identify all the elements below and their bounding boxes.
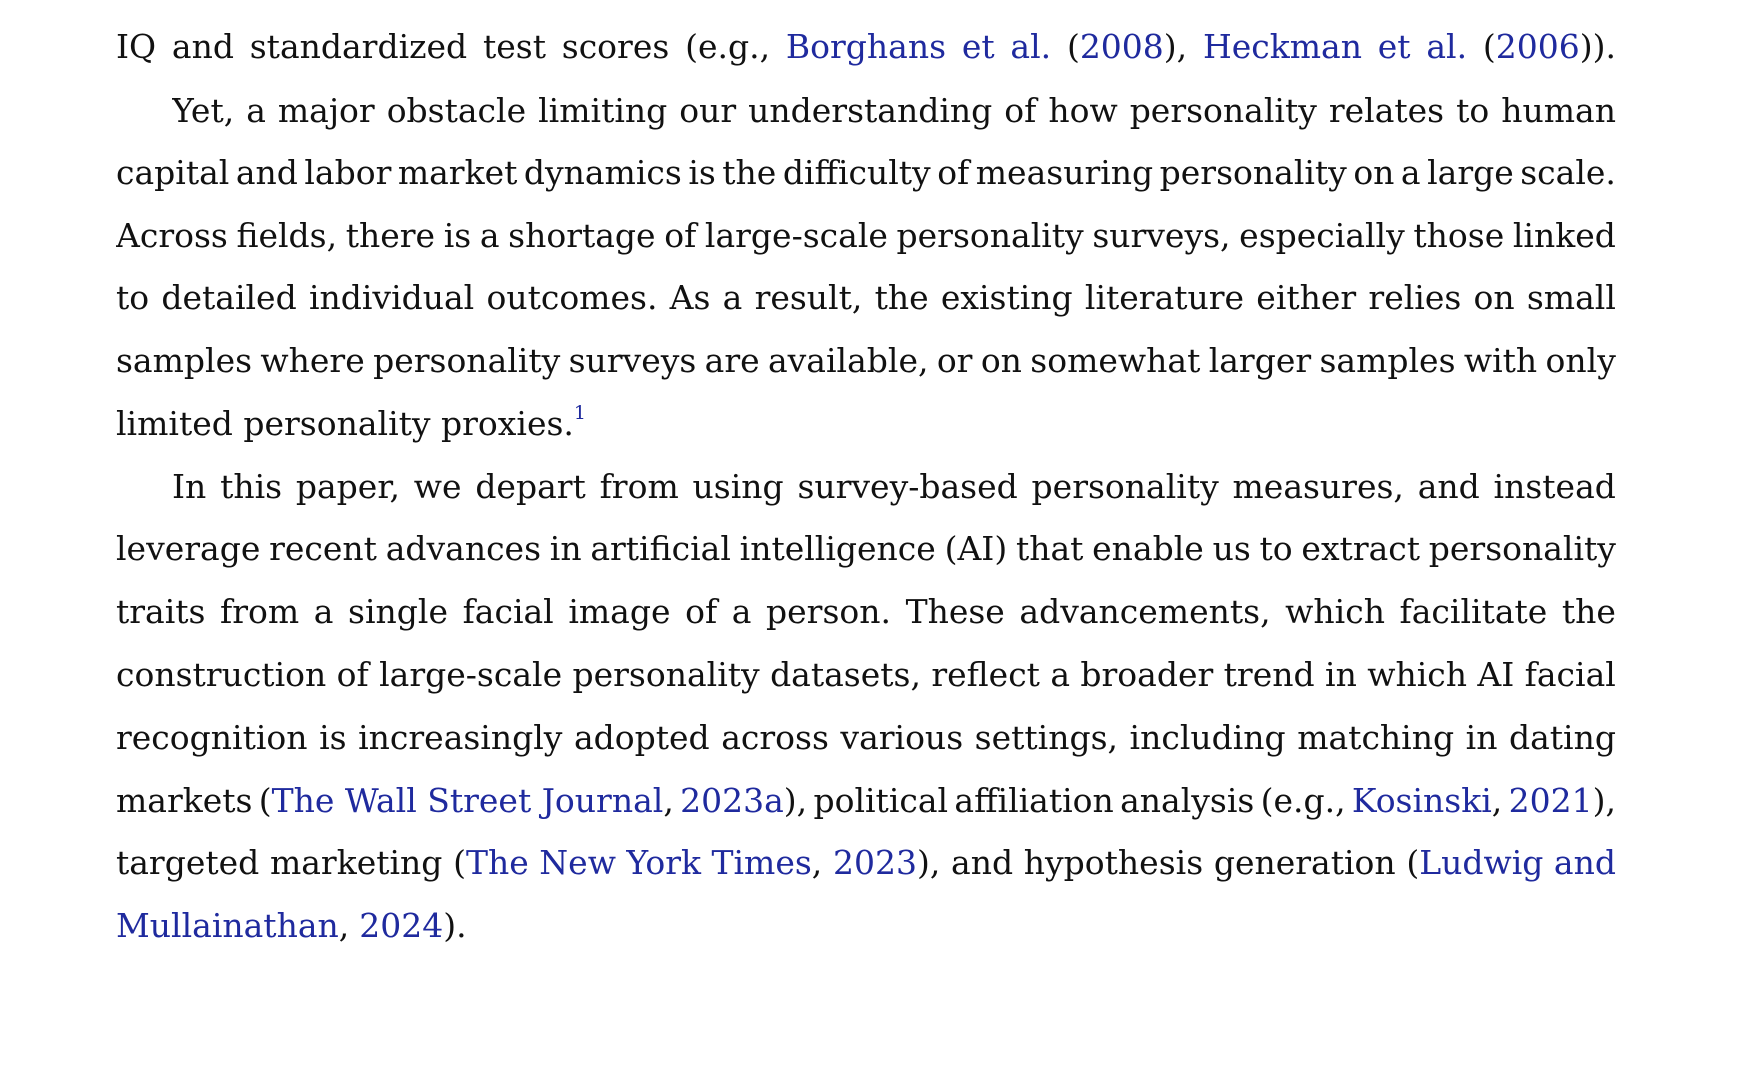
- word-group: [833, 828, 940, 898]
- word: to: [1259, 529, 1293, 568]
- text-fragment: test: [482, 27, 546, 66]
- text-fragment: and: [951, 843, 1014, 882]
- word: dynamics: [523, 153, 682, 192]
- word: larger: [1208, 341, 1312, 380]
- citation-link[interactable]: 2021: [1508, 781, 1593, 820]
- word: adopted: [573, 718, 710, 757]
- text-fragment: (: [1482, 27, 1496, 66]
- word: individual: [308, 278, 475, 317]
- word: of: [1004, 91, 1037, 130]
- word: recent: [269, 529, 377, 568]
- text-fragment: ,: [1491, 781, 1503, 820]
- word: either: [1256, 278, 1357, 317]
- word: advances: [385, 529, 542, 568]
- word-group: [116, 828, 259, 898]
- word: outcomes.: [486, 278, 658, 317]
- word: scale.: [1520, 153, 1616, 192]
- word: are: [704, 341, 760, 380]
- word: traits: [116, 592, 206, 631]
- word: single: [348, 592, 448, 631]
- word-group: [685, 12, 770, 82]
- word: small: [1526, 278, 1616, 317]
- word-group: [116, 12, 156, 82]
- word-group: [1010, 12, 1051, 82]
- word: In: [172, 467, 207, 506]
- paragraph-1-line-1: [172, 76, 1616, 146]
- text-fragment: (: [258, 781, 272, 820]
- word: personality: [1129, 91, 1317, 130]
- word: is: [443, 216, 472, 255]
- word-group: [1024, 828, 1203, 898]
- word-group: [1203, 12, 1362, 82]
- word: only: [1545, 341, 1616, 380]
- word: construction: [116, 655, 327, 694]
- word: Yet,: [172, 91, 235, 130]
- paragraph-2-line-4: [116, 640, 1616, 710]
- word: in: [1325, 655, 1357, 694]
- word: including: [1129, 718, 1286, 757]
- word: where: [260, 341, 365, 380]
- word: major: [277, 91, 375, 130]
- word-group: [962, 12, 995, 82]
- word: labor: [304, 153, 392, 192]
- word: depart: [475, 467, 586, 506]
- word: available,: [767, 341, 929, 380]
- word: detailed: [161, 278, 297, 317]
- paragraph-1-line-6: [116, 389, 1616, 459]
- word: in: [1465, 718, 1498, 757]
- word: (AI): [944, 529, 1008, 568]
- text-fragment: (: [1406, 843, 1420, 882]
- word: personality: [1428, 529, 1616, 568]
- word: facial: [1524, 655, 1616, 694]
- word: measuring: [975, 153, 1154, 192]
- word: or: [936, 341, 973, 380]
- word: of: [336, 655, 369, 694]
- word: These: [905, 592, 1005, 631]
- citation-link[interactable]: et: [961, 27, 995, 66]
- word: measures,: [1232, 467, 1404, 506]
- word: there: [345, 216, 436, 255]
- word: existing: [940, 278, 1073, 317]
- word: on: [1353, 153, 1395, 192]
- word: of: [664, 216, 697, 255]
- word-group: [1261, 766, 1346, 836]
- word-group: [954, 766, 1113, 836]
- text-fragment: scores: [561, 27, 670, 66]
- word: leverage: [116, 529, 261, 568]
- word: the: [1561, 592, 1616, 631]
- word: to: [1456, 91, 1490, 130]
- paragraph-0-last-line: [116, 12, 1616, 82]
- word: of: [937, 153, 970, 192]
- citation-link[interactable]: The Wall Street Journal: [271, 781, 664, 820]
- word: us: [1212, 529, 1251, 568]
- text-fragment: generation: [1213, 843, 1396, 882]
- text-fragment: and: [171, 27, 234, 66]
- word: result,: [754, 278, 863, 317]
- word-group: [1509, 766, 1616, 836]
- word: artificial: [590, 529, 731, 568]
- word-group: [116, 766, 252, 836]
- citation-link[interactable]: 2006: [1495, 27, 1580, 66]
- word: and: [1417, 467, 1480, 506]
- word-group: [1067, 12, 1187, 82]
- citation-link[interactable]: Borghans: [785, 27, 947, 66]
- word: As: [669, 278, 711, 317]
- word: those: [1413, 216, 1505, 255]
- word: the: [722, 153, 777, 192]
- word: across: [721, 718, 829, 757]
- paragraph-2-line-1: [172, 452, 1616, 522]
- word: surveys: [568, 341, 697, 380]
- word: large-scale: [704, 216, 888, 255]
- word: especially: [1239, 216, 1405, 255]
- word: recognition: [116, 718, 308, 757]
- word: obstacle: [386, 91, 527, 130]
- word: paper,: [295, 467, 400, 506]
- text-fragment: markets: [116, 781, 253, 820]
- word-group: [813, 766, 948, 836]
- word: a: [722, 278, 743, 317]
- citation-link[interactable]: Ludwig and: [1419, 843, 1616, 882]
- word-group: [1378, 12, 1411, 82]
- word: a: [479, 216, 500, 255]
- word: a: [313, 592, 334, 631]
- text-fragment: hypothesis: [1023, 843, 1204, 882]
- text-fragment: (e.g.,: [685, 27, 771, 66]
- word: personality: [572, 655, 760, 694]
- text-fragment: ),: [1592, 781, 1616, 820]
- word: linked: [1512, 216, 1616, 255]
- text-fragment: (: [453, 843, 466, 882]
- word: difficulty: [782, 153, 931, 192]
- word: of: [685, 592, 718, 631]
- word: extract: [1301, 529, 1421, 568]
- word: this: [220, 467, 283, 506]
- word: and: [235, 153, 298, 192]
- word: is: [688, 153, 716, 192]
- word: a: [1050, 655, 1071, 694]
- citation-link[interactable]: al.: [1010, 27, 1052, 66]
- word: relates: [1328, 91, 1445, 130]
- word: somewhat: [1030, 341, 1201, 380]
- word: various: [840, 718, 964, 757]
- word-group: [1214, 828, 1396, 898]
- word: which: [1367, 655, 1468, 694]
- word: from: [599, 467, 679, 506]
- text-fragment: ,: [338, 906, 350, 945]
- text-fragment: ).: [443, 906, 467, 945]
- word: large-scale: [379, 655, 563, 694]
- word: samples: [116, 341, 253, 380]
- word: limiting: [538, 91, 668, 130]
- text-fragment: affiliation: [954, 781, 1114, 820]
- paragraph-2-line-7: [116, 828, 1616, 898]
- word: using: [692, 467, 784, 506]
- word-group: [1352, 766, 1502, 836]
- word-group: [1120, 766, 1254, 836]
- word: enable: [1092, 529, 1204, 568]
- word: how: [1048, 91, 1118, 130]
- paragraph-2-line-6: [116, 766, 1616, 836]
- word: datasets,: [770, 655, 921, 694]
- citation-link[interactable]: 2023a: [680, 781, 784, 820]
- paragraph-1-line-4: [116, 263, 1616, 333]
- word: reflect: [931, 655, 1040, 694]
- text-fragment: IQ: [116, 27, 157, 66]
- word: facial: [462, 592, 554, 631]
- paragraph-1-line-2: [116, 138, 1616, 208]
- word: our: [679, 91, 737, 130]
- word: capital: [116, 153, 230, 192]
- paragraph-2-line-5: [116, 703, 1616, 773]
- text-fragment: (: [1066, 27, 1080, 66]
- paragraph-1-last-text: limited personality proxies.: [116, 404, 574, 443]
- word: dating: [1509, 718, 1616, 757]
- paragraph-1-line-5: [116, 326, 1616, 396]
- word: increasingly: [358, 718, 563, 757]
- word: in: [549, 529, 582, 568]
- word-group: [172, 12, 234, 82]
- text-fragment: ),: [916, 843, 941, 882]
- text-fragment: marketing: [269, 843, 443, 882]
- citation-link[interactable]: 2024: [359, 906, 444, 945]
- text-fragment: analysis: [1120, 781, 1255, 820]
- word: that: [1015, 529, 1084, 568]
- text-fragment: ),: [783, 781, 808, 820]
- citation-link[interactable]: Heckman: [1202, 27, 1362, 66]
- word: survey-based: [797, 467, 1018, 506]
- word-group: [680, 766, 807, 836]
- word: personality: [373, 341, 561, 380]
- word: personality: [896, 216, 1084, 255]
- paragraph-1-line-3: [116, 201, 1616, 271]
- word: literature: [1084, 278, 1245, 317]
- citation-link[interactable]: Kosinski: [1351, 781, 1492, 820]
- citation-link[interactable]: Mullainathan: [116, 906, 339, 945]
- citation-link[interactable]: 2008: [1079, 27, 1164, 66]
- word: samples: [1319, 341, 1456, 380]
- text-fragment: political: [813, 781, 949, 820]
- text-fragment: targeted: [116, 843, 260, 882]
- citation-link[interactable]: The New York Times: [466, 843, 812, 882]
- word: matching: [1297, 718, 1455, 757]
- word: which: [1285, 592, 1385, 631]
- text-fragment: )).: [1579, 27, 1616, 66]
- paragraph-2-line-2: [116, 514, 1616, 584]
- word: personality: [1031, 467, 1219, 506]
- footnote-marker-link[interactable]: 1: [573, 401, 587, 424]
- word: trend: [1223, 655, 1315, 694]
- word: on: [1473, 278, 1515, 317]
- word: relies: [1368, 278, 1462, 317]
- word: to: [116, 278, 150, 317]
- citation-link[interactable]: et: [1377, 27, 1411, 66]
- word-group: [453, 828, 822, 898]
- word-group: [786, 12, 946, 82]
- word: market: [397, 153, 518, 192]
- word: instead: [1493, 467, 1616, 506]
- word: a: [1400, 153, 1421, 192]
- word-group: [259, 766, 674, 836]
- word: AI: [1477, 655, 1515, 694]
- word: on: [980, 341, 1022, 380]
- word: a: [246, 91, 266, 130]
- word: is: [319, 718, 347, 757]
- word: the: [874, 278, 929, 317]
- word: settings,: [974, 718, 1118, 757]
- word: Across: [116, 216, 228, 255]
- text-fragment: standardized: [249, 27, 468, 66]
- word: shortage: [508, 216, 656, 255]
- text-fragment: (e.g.,: [1260, 781, 1346, 820]
- word: facilitate: [1399, 592, 1548, 631]
- word-group: [483, 12, 546, 82]
- citation-link[interactable]: al.: [1426, 27, 1468, 66]
- word: large: [1427, 153, 1514, 192]
- word-group: [951, 828, 1013, 898]
- word-group: [562, 12, 670, 82]
- word: understanding: [748, 91, 993, 130]
- word: with: [1463, 341, 1538, 380]
- word: surveys,: [1092, 216, 1231, 255]
- word: broader: [1080, 655, 1214, 694]
- text-fragment: ),: [1163, 27, 1188, 66]
- word: personality: [1159, 153, 1347, 192]
- text-fragment: ,: [811, 843, 823, 882]
- word: human: [1501, 91, 1616, 130]
- word-group: [1426, 12, 1467, 82]
- citation-link[interactable]: 2023: [832, 843, 917, 882]
- text-fragment: ,: [663, 781, 674, 820]
- word: fields,: [236, 216, 338, 255]
- word: intelligence: [739, 529, 936, 568]
- word: from: [220, 592, 300, 631]
- word-group: [250, 12, 467, 82]
- word: a: [731, 592, 752, 631]
- word-group: [1406, 828, 1616, 898]
- word: person.: [766, 592, 891, 631]
- paragraph-2-line-8: [116, 891, 1616, 961]
- word: image: [568, 592, 671, 631]
- word: we: [413, 467, 462, 506]
- paragraph-2-line-3: [116, 577, 1616, 647]
- word: advancements,: [1019, 592, 1271, 631]
- word-group: [1483, 12, 1616, 82]
- word-group: [270, 828, 442, 898]
